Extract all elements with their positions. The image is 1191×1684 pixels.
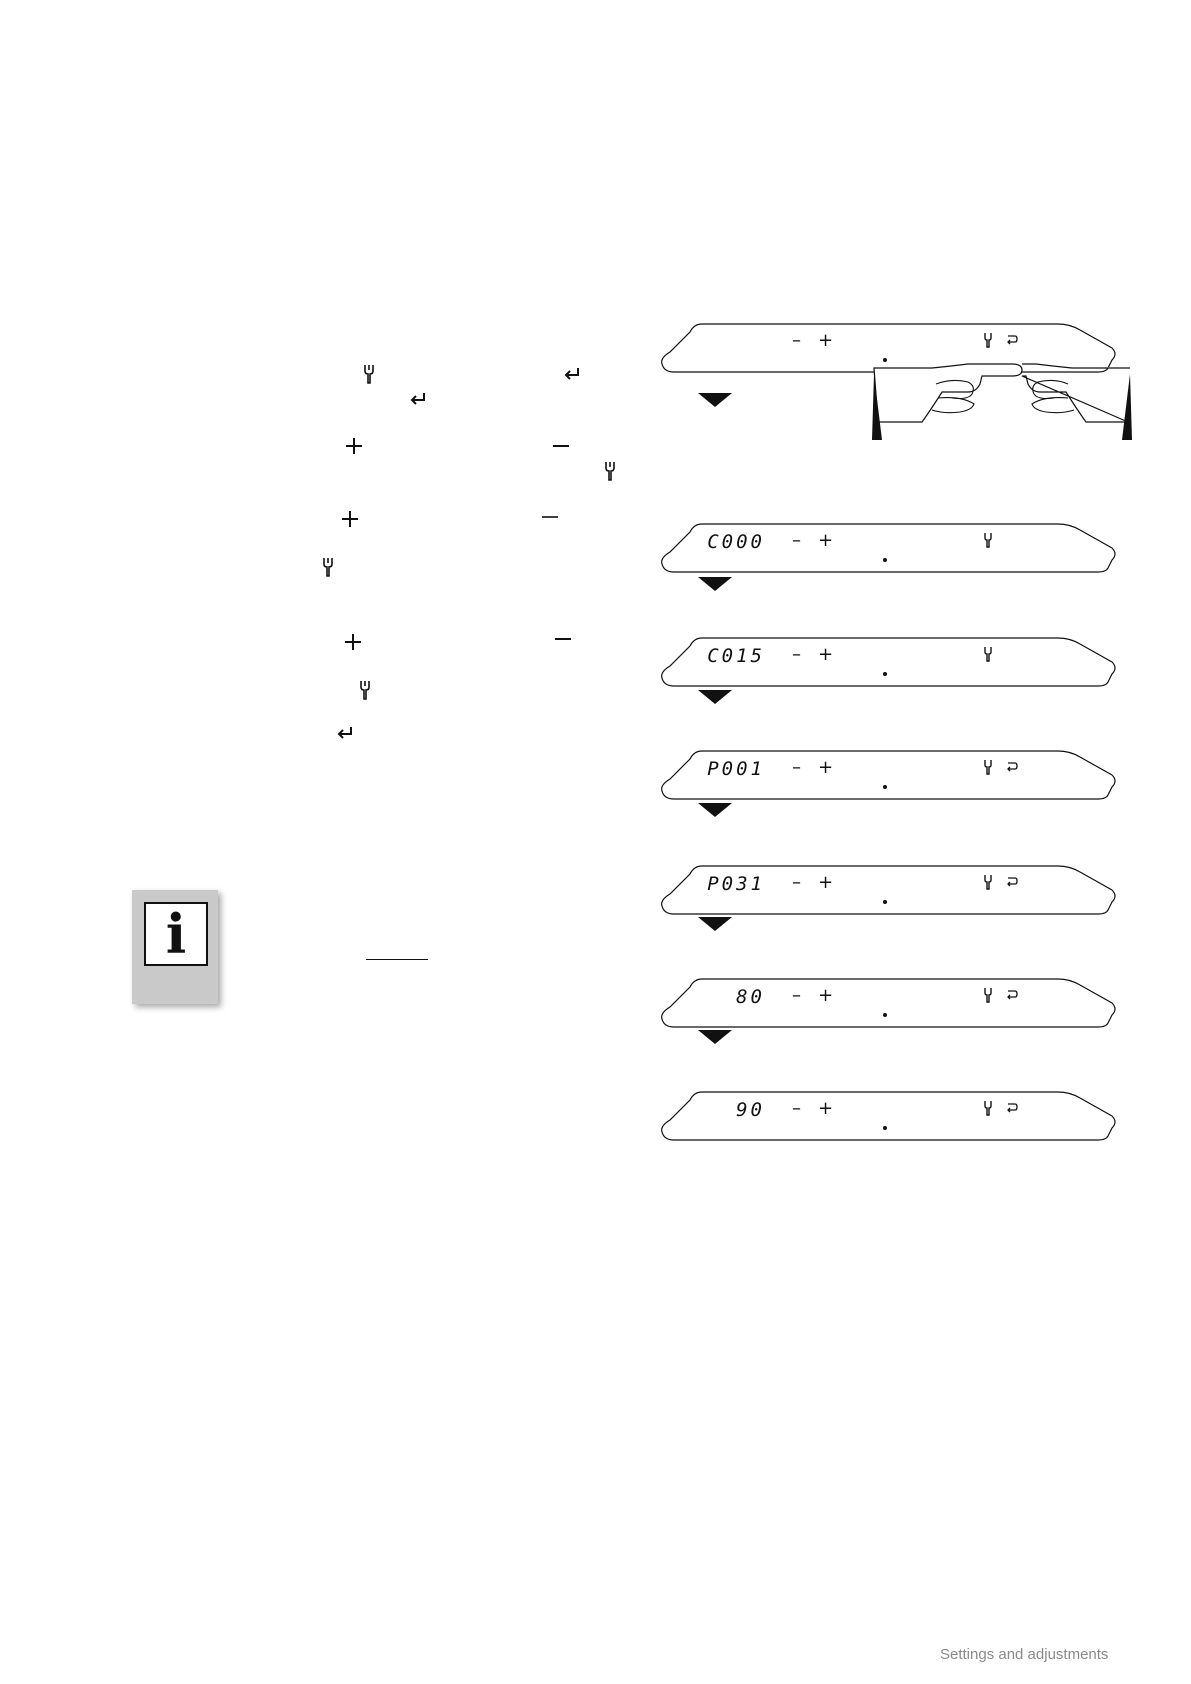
- plus-icon: [344, 633, 362, 651]
- footer-section-title: Settings and adjustments: [940, 1646, 1109, 1663]
- wrench-icon[interactable]: [983, 759, 993, 779]
- minus-button[interactable]: –: [792, 757, 801, 778]
- underline-rule: [366, 959, 428, 960]
- wrench-icon[interactable]: [983, 532, 993, 552]
- plus-button[interactable]: +: [818, 757, 834, 778]
- minus-button[interactable]: –: [792, 1098, 801, 1119]
- display-code: C000: [707, 531, 765, 553]
- wrench-icon[interactable]: [983, 874, 993, 894]
- minus-icon: [541, 508, 559, 526]
- control-panel-7: [660, 1088, 1120, 1144]
- indicator-dot: [883, 785, 887, 789]
- info-letter: i: [165, 902, 187, 966]
- minus-icon: [552, 437, 570, 455]
- return-icon: [335, 725, 355, 743]
- wrench-icon: [362, 363, 376, 385]
- display-code: P031: [707, 873, 765, 895]
- return-icon: [562, 366, 582, 384]
- indicator-dot: [883, 900, 887, 904]
- plus-icon: [341, 510, 359, 528]
- minus-button[interactable]: –: [792, 644, 801, 665]
- plus-button[interactable]: +: [818, 872, 834, 893]
- return-icon[interactable]: [1005, 1100, 1019, 1119]
- wrench-icon[interactable]: [983, 1100, 993, 1120]
- control-panel-4: [660, 747, 1120, 803]
- indicator-dot: [883, 1126, 887, 1130]
- minus-button[interactable]: –: [792, 330, 801, 351]
- plus-button[interactable]: +: [818, 644, 834, 665]
- plus-button[interactable]: +: [818, 1098, 834, 1119]
- wrench-icon: [358, 679, 372, 701]
- down-arrow: [698, 803, 732, 817]
- display-code: 80: [736, 986, 765, 1008]
- indicator-dot: [883, 672, 887, 676]
- wrench-icon[interactable]: [983, 987, 993, 1007]
- indicator-dot: [883, 1013, 887, 1017]
- control-panel-1: [660, 320, 1120, 376]
- plus-icon: [345, 437, 363, 455]
- minus-icon: [554, 630, 572, 648]
- display-code: C015: [707, 645, 765, 667]
- minus-button[interactable]: –: [792, 985, 801, 1006]
- return-icon: [408, 391, 428, 409]
- info-icon: [144, 902, 208, 966]
- plus-button[interactable]: +: [818, 330, 834, 351]
- return-icon[interactable]: [1005, 987, 1019, 1006]
- control-panel-6: [660, 975, 1120, 1031]
- control-panel-5: [660, 862, 1120, 918]
- wrench-icon: [603, 460, 617, 482]
- display-code: 90: [736, 1099, 765, 1121]
- down-arrow: [698, 1030, 732, 1044]
- return-icon[interactable]: [1005, 874, 1019, 893]
- down-arrow: [698, 690, 732, 704]
- display-code: P001: [707, 758, 765, 780]
- wrench-icon: [321, 556, 335, 578]
- control-panel-3: [660, 634, 1120, 690]
- minus-button[interactable]: –: [792, 872, 801, 893]
- info-box: [132, 890, 218, 1004]
- indicator-dot: [883, 558, 887, 562]
- down-arrow: [698, 393, 732, 407]
- hands-illustration: [872, 338, 1132, 448]
- down-arrow: [698, 577, 732, 591]
- plus-button[interactable]: +: [818, 985, 834, 1006]
- control-panel-2: [660, 520, 1120, 576]
- return-icon[interactable]: [1005, 759, 1019, 778]
- minus-button[interactable]: –: [792, 530, 801, 551]
- down-arrow: [698, 917, 732, 931]
- wrench-icon[interactable]: [983, 646, 993, 666]
- plus-button[interactable]: +: [818, 530, 834, 551]
